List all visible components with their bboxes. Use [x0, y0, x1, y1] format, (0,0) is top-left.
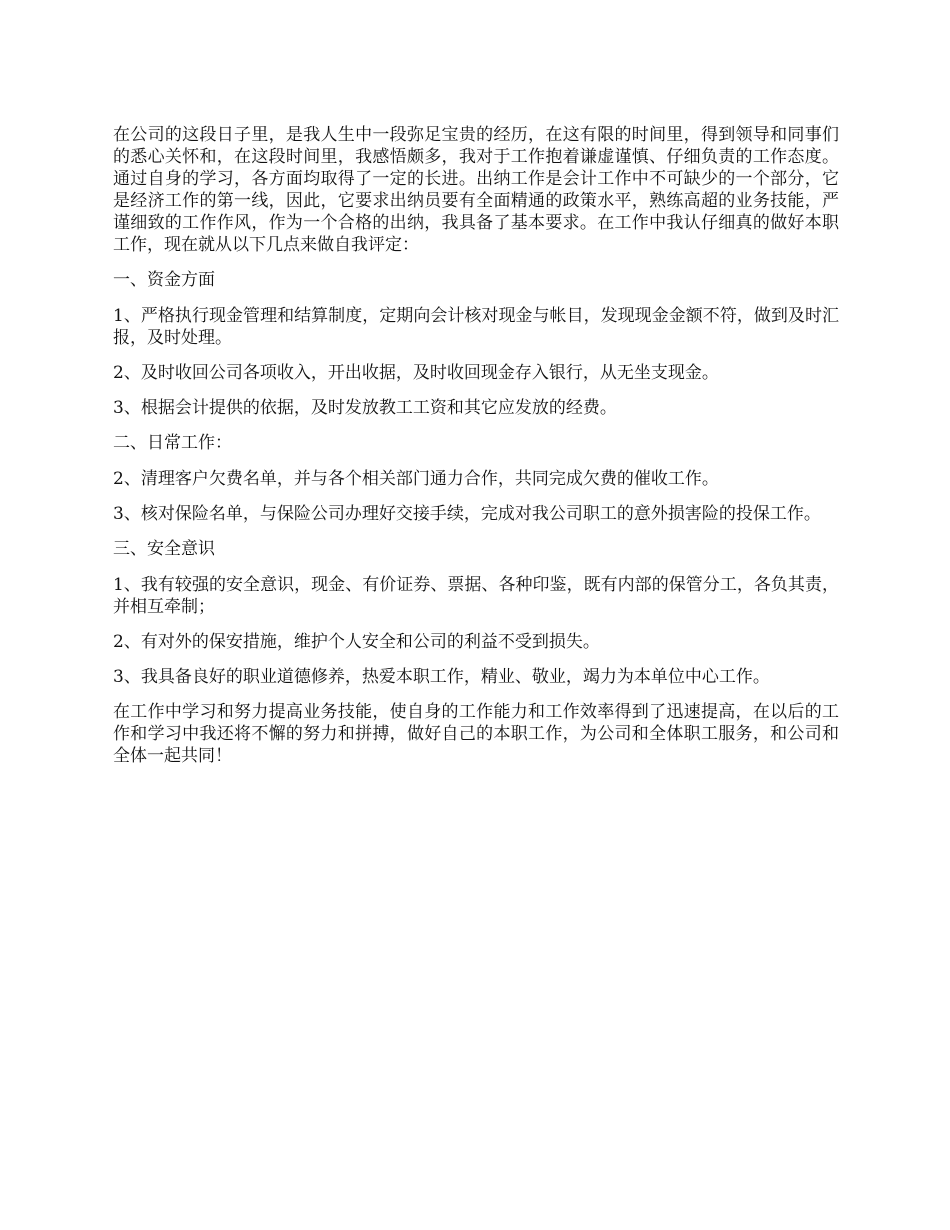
section-heading-daily-work: 二、日常工作：: [113, 433, 232, 453]
section-heading-safety: 三、安全意识: [113, 539, 215, 559]
paragraph-safety-1: 1、我有较强的安全意识，现金、有价证券、票据、各种印鉴，既有内部的保管分工，各负其责，并相互牵制；: [113, 575, 839, 617]
paragraph-conclusion: 在工作中学习和努力提高业务技能，使自身的工作能力和工作效率得到了迅速提高，在以后的工作和学习中我还将不懈的努力和拼搏，做好自己的本职工作，为公司和全体职工服务，和公司和全体一起共同！: [113, 702, 839, 766]
paragraph-intro: 在公司的这段日子里，是我人生中一段弥足宝贵的经历，在这有限的时间里，得到领导和同事们的悉心关怀和，在这段时间里，我感悟颇多，我对于工作抱着谦虚谨慎、仔细负责的工作态度。通过自身的学习，各方面均取得了一定的长进。出纳工作是会计工作中不可缺少的一个部分，它是经济工作的第一线，因此，它要求出纳员要有全面精通的政策水平，熟练高超的业务技能，严谨细致的工作作风，作为一个合格的出纳，我具备了基本要求。在工作中我认仔细真的做好本职工作，现在就从以下几点来做自我评定：: [113, 125, 839, 255]
paragraph-safety-2: 2、有对外的保安措施，维护个人安全和公司的利益不受到损失。: [113, 632, 600, 652]
section-heading-funds: 一、资金方面: [113, 270, 215, 290]
document-body: [113, 124, 839, 780]
paragraph-funds-1: 1、严格执行现金管理和结算制度，定期向会计核对现金与帐目，发现现金金额不符，做到及时汇报，及时处理。: [113, 306, 839, 348]
paragraph-funds-3: 3、根据会计提供的依据，及时发放教工工资和其它应发放的经费。: [113, 398, 617, 418]
paragraph-safety-3: 3、我具备良好的职业道德修养，热爱本职工作，精业、敬业，竭力为本单位中心工作。: [113, 667, 770, 687]
paragraph-funds-2: 2、及时收回公司各项收入，开出收据，及时收回现金存入银行，从无坐支现金。: [113, 363, 719, 383]
paragraph-daily-3: 3、核对保险名单，与保险公司办理好交接手续，完成对我公司职工的意外损害险的投保工作。: [113, 504, 821, 524]
paragraph-daily-2: 2、清理客户欠费名单，并与各个相关部门通力合作，共同完成欠费的催收工作。: [113, 469, 719, 489]
